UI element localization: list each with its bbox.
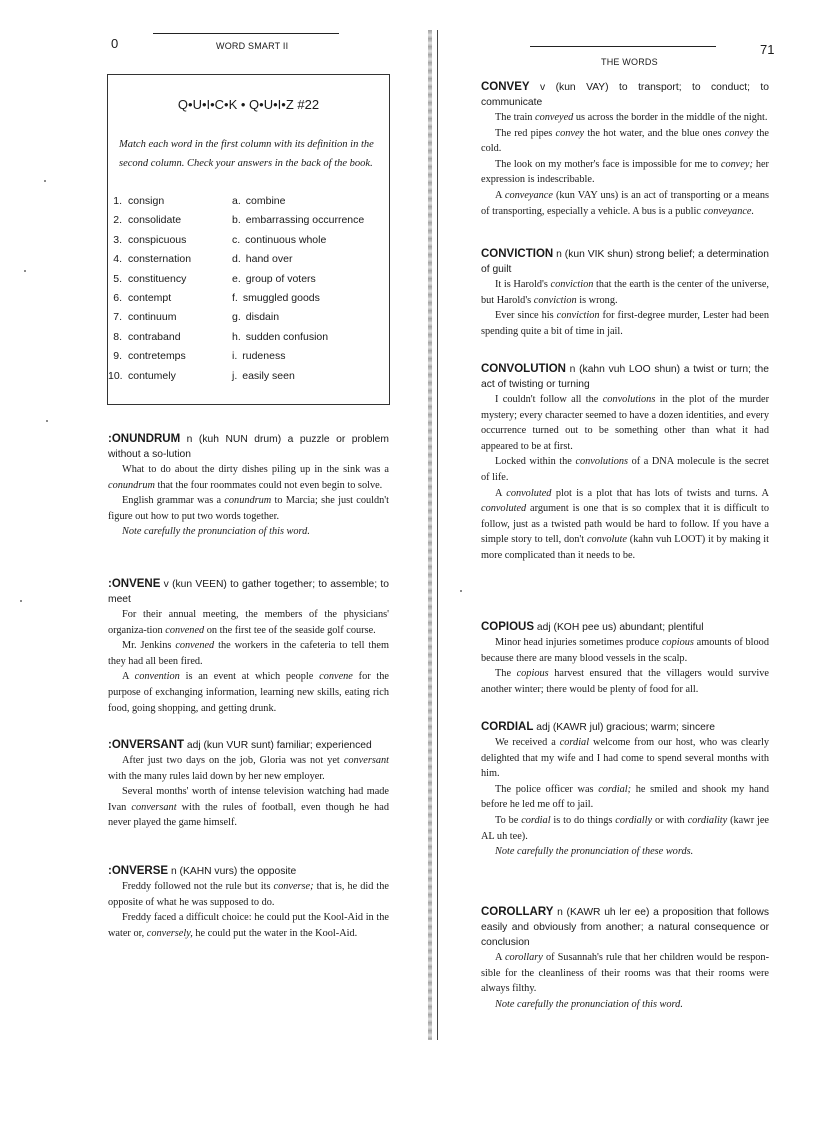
headword: CONVICTION <box>481 248 554 260</box>
quiz-word <box>108 329 181 346</box>
quiz-word <box>108 348 186 365</box>
quiz-word <box>108 271 186 288</box>
quiz-item-number: 6. <box>113 292 122 304</box>
example-paragraph: A conveyance (kun VAY uns) is an act of transporting or a means of transporting, especially a vehicle. A bus is a public conveyance. <box>481 189 769 217</box>
quiz-instructions: Match each word in the first column with its definition in the second column. Check your answers in the back of the book. <box>119 139 374 169</box>
quiz-definition-text: group of voters <box>245 272 316 285</box>
example-paragraph: Several months' worth of intense television watching had made Ivan conversant with the rules of football, even though he had never played the game himself. <box>108 786 390 829</box>
example-paragraph: The train conveyed us across the border in the middle of the night. <box>495 112 768 123</box>
quiz-definition-letter: h. <box>232 330 241 343</box>
entry-corollary <box>481 905 769 1012</box>
quiz-definition-letter: e. <box>232 272 241 285</box>
quiz-definition-letter: c. <box>232 233 241 246</box>
quiz-definition-letter: b. <box>232 214 241 227</box>
quiz-definition-text: combine <box>245 195 286 207</box>
example-paragraph: Ever since his conviction for first-degree murder, Lester had been spending quite a bit of time in jail. <box>481 310 769 337</box>
definition: adj (kun VUR sunt) familiar; experienced <box>184 740 372 751</box>
quiz-item-number: 4. <box>113 253 122 266</box>
quiz-definition <box>232 212 364 229</box>
quiz-definition-letter: d. <box>232 253 241 266</box>
pronunciation-note: Note carefully the pronunciation of these words. <box>495 846 694 858</box>
entry-heading <box>481 247 769 277</box>
header-rule <box>530 46 716 47</box>
entry-heading <box>108 864 389 879</box>
quiz-item-word: consternation <box>128 253 192 266</box>
definition: adj (KOH pee us) abundant; plentiful <box>534 622 704 633</box>
quiz-word <box>108 193 164 210</box>
entry-cordial <box>481 720 769 860</box>
headword: CONVOLUTION <box>481 363 566 375</box>
definition: n (kahn vuh LOO shun) a twist or turn; the act of twisting or turning <box>481 364 769 390</box>
quiz-definition <box>232 329 328 346</box>
example-paragraph: A corollary of Susannah's rule that her children would be respon-sible for the cleanliness of their rooms was that their rooms were always filthy. <box>481 952 769 995</box>
example-paragraph: It is Harold's conviction that the earth is the center of the universe, but Harold's conviction is wrong. <box>481 279 769 306</box>
entry-conviction <box>481 247 769 339</box>
quiz-definition <box>232 271 316 288</box>
definition: n (KAWR uh ler ee) a proposition that follows easily and obviously from another; a natural consequence or conclusion <box>481 907 769 948</box>
quiz-item-number: 8. <box>113 330 122 343</box>
quiz-item-number: 7. <box>113 311 122 324</box>
quiz-definition-letter: a. <box>232 195 241 207</box>
definition: n (KAHN vurs) the opposite <box>168 866 297 877</box>
definition: n (kuh NUN drum) a puzzle or problem without a so-lution <box>108 434 389 460</box>
quiz-definition-letter: f. <box>232 292 238 304</box>
definition: v (kun VEEN) to gather together; to assemble; to meet <box>108 579 389 605</box>
headword: COROLLARY <box>481 906 554 918</box>
quiz-definition-text: hand over <box>245 253 293 266</box>
quiz-word <box>108 232 186 249</box>
quiz-item-word: conspicuous <box>128 233 187 246</box>
book-spine-line <box>437 30 438 1040</box>
headword: :ONUNDRUM <box>108 433 181 445</box>
headword: :ONVERSANT <box>108 739 185 751</box>
quiz-item-word: consign <box>128 195 165 207</box>
quiz-definition <box>232 251 292 268</box>
headword: CORDIAL <box>481 721 534 733</box>
quiz-definition <box>232 368 295 385</box>
quiz-definition-letter: i. <box>232 350 238 363</box>
quiz-definition-text: disdain <box>245 311 280 324</box>
quiz-definition-text: embarrassing occurrence <box>245 214 365 227</box>
pronunciation-note: Note carefully the pronunciation of this word. <box>122 526 310 538</box>
quiz-definition-text: continuous whole <box>245 233 327 246</box>
scan-speck <box>460 590 462 592</box>
example-paragraph: Minor head injuries sometimes produce copious amounts of blood because there are many blood vessels in the scalp. <box>481 637 769 664</box>
example-paragraph: After just two days on the job, Gloria was not yet conversant with the many rules laid down by her new employer. <box>108 755 389 782</box>
example-paragraph: I couldn't follow all the convolutions in the plot of the murder mystery; every character seemed to have a dozen identities, and every occurrence turned out to be something other than what it had appeared to be at first. <box>481 394 769 452</box>
entry-heading <box>481 362 769 392</box>
quiz-definition <box>232 232 326 249</box>
example-paragraph: What to do about the dirty dishes piling up in the sink was a conundrum that the four roommates could not even begin to solve. <box>108 464 389 491</box>
page-number: 0 <box>111 36 119 51</box>
entry-copious <box>481 620 769 697</box>
scan-speck <box>20 600 22 602</box>
scan-speck <box>46 420 48 422</box>
quiz-definition-text: easily seen <box>242 369 295 382</box>
quiz-title: Q•U•I•C•K • Q•U•I•Z #22 <box>177 97 320 112</box>
example-paragraph: For their annual meeting, the members of the physicians' organiza-tion convened on the first tee of the seaside golf course. <box>108 609 389 636</box>
quiz-item-word: consolidate <box>128 214 182 227</box>
quiz-item-word: contumely <box>128 369 176 382</box>
example-paragraph: The look on my mother's face is impossible for me to convey; her expression is indescribable. <box>481 158 769 186</box>
quiz-item-word: constituency <box>128 272 187 285</box>
entry-heading <box>108 577 389 607</box>
quick-quiz-box <box>107 74 390 405</box>
page-number: 71 <box>760 42 775 57</box>
quiz-definition-text: smuggled goods <box>242 292 320 304</box>
quiz-word <box>108 251 191 268</box>
example-paragraph: Locked within the convolutions of a DNA molecule is the secret of life. <box>481 456 769 483</box>
entry-convey <box>481 80 769 219</box>
quiz-definition-text: sudden confusion <box>245 330 329 343</box>
quiz-word <box>108 212 181 229</box>
quiz-item-word: continuum <box>128 311 177 324</box>
quiz-word <box>108 368 176 385</box>
header-rule <box>153 33 339 34</box>
scan-speck <box>44 180 46 182</box>
entry-heading <box>108 738 389 753</box>
example-paragraph: Mr. Jenkins convened the workers in the cafeteria to tell them they had all been fired. <box>108 640 389 667</box>
quiz-definition <box>232 348 285 365</box>
example-paragraph: We received a cordial welcome from our host, who was clearly delighted that my wife and I had come to spend several months with him. <box>481 737 770 780</box>
quiz-item-number: 10. <box>108 369 123 382</box>
example-paragraph: English grammar was a conundrum to Marcia; she just couldn't figure out how to put two words together. <box>108 495 389 522</box>
quiz-definition-letter: g. <box>232 311 241 324</box>
example-paragraph: A convention is an event at which people convene for the purpose of exchanging information, learning new skills, eating rich food, going shopping, and getting drunk. <box>108 671 389 714</box>
example-paragraph: Freddy followed not the rule but its converse; that is, he did the opposite of what he was supposed to do. <box>108 881 389 908</box>
example-paragraph: The police officer was cordial; he smiled and shook my hand before he led me off to jail. <box>481 783 769 811</box>
quiz-item-number: 9. <box>113 350 122 363</box>
quiz-item-number: 2. <box>113 214 122 227</box>
example-paragraph: The copious harvest ensured that the villagers would survive another winter; there would be plenty of food for all. <box>481 668 769 695</box>
scan-speck <box>24 270 26 272</box>
right-page <box>440 0 816 1123</box>
entry-heading <box>481 720 769 735</box>
headword: COPIOUS <box>481 621 535 633</box>
quiz-item-word: contempt <box>128 292 172 304</box>
example-paragraph: A convoluted plot is a plot that has lots of twists and turns. A convoluted argument is one that is so complex that it is difficult to follow, just as a twisted path would be hard to follow. If you have a simple story to tell, don't convolute (kahn vuh LOOT) it by making it more complicated than it needs to be. <box>481 487 769 561</box>
entry-heading <box>481 905 769 950</box>
quiz-word <box>108 290 171 307</box>
quiz-item-word: contraband <box>128 330 181 343</box>
example-paragraph: The red pipes convey the hot water, and the blue ones convey the cold. <box>481 127 769 155</box>
headword: CONVEY <box>481 81 530 93</box>
quiz-item-word: contretemps <box>128 350 186 363</box>
running-head: WORD SMART II <box>216 41 289 51</box>
quiz-definition <box>232 193 285 210</box>
quiz-word <box>108 309 176 326</box>
headword: :ONVERSE <box>108 865 169 877</box>
example-paragraph: To be cordial is to do things cordially or with cordiality (kawr jee AL uh tee). <box>481 814 769 842</box>
entry-conversant <box>108 738 389 831</box>
entry-heading <box>481 620 769 635</box>
quiz-item-number: 5. <box>113 272 122 285</box>
quiz-definition <box>232 309 279 326</box>
definition: n (kun VIK shun) strong belief; a determination of guilt <box>481 249 769 275</box>
pronunciation-note: Note carefully the pronunciation of this word. <box>495 998 683 1010</box>
quiz-definition <box>232 290 320 307</box>
entry-heading <box>108 432 389 462</box>
headword: :ONVENE <box>108 578 161 590</box>
example-paragraph: Freddy faced a difficult choice: he could put the Kool-Aid in the water or, conversely, he could put the water in the Kool-Aid. <box>108 912 389 939</box>
quiz-item-number: 3. <box>113 233 122 246</box>
entry-convene <box>108 577 389 716</box>
definition: adj (KAWR jul) gracious; warm; sincere <box>533 722 715 733</box>
entry-heading <box>481 80 769 110</box>
definition: v (kun VAY) to transport; to conduct; to communicate <box>481 82 769 108</box>
running-head: THE WORDS <box>601 57 658 67</box>
entry-convolution <box>481 362 769 564</box>
quiz-item-number: 1. <box>113 195 122 207</box>
entry-conundrum <box>108 432 389 540</box>
entry-converse <box>108 864 389 941</box>
quiz-definition-text: rudeness <box>242 350 286 363</box>
quiz-definition-letter: j. <box>232 369 238 382</box>
